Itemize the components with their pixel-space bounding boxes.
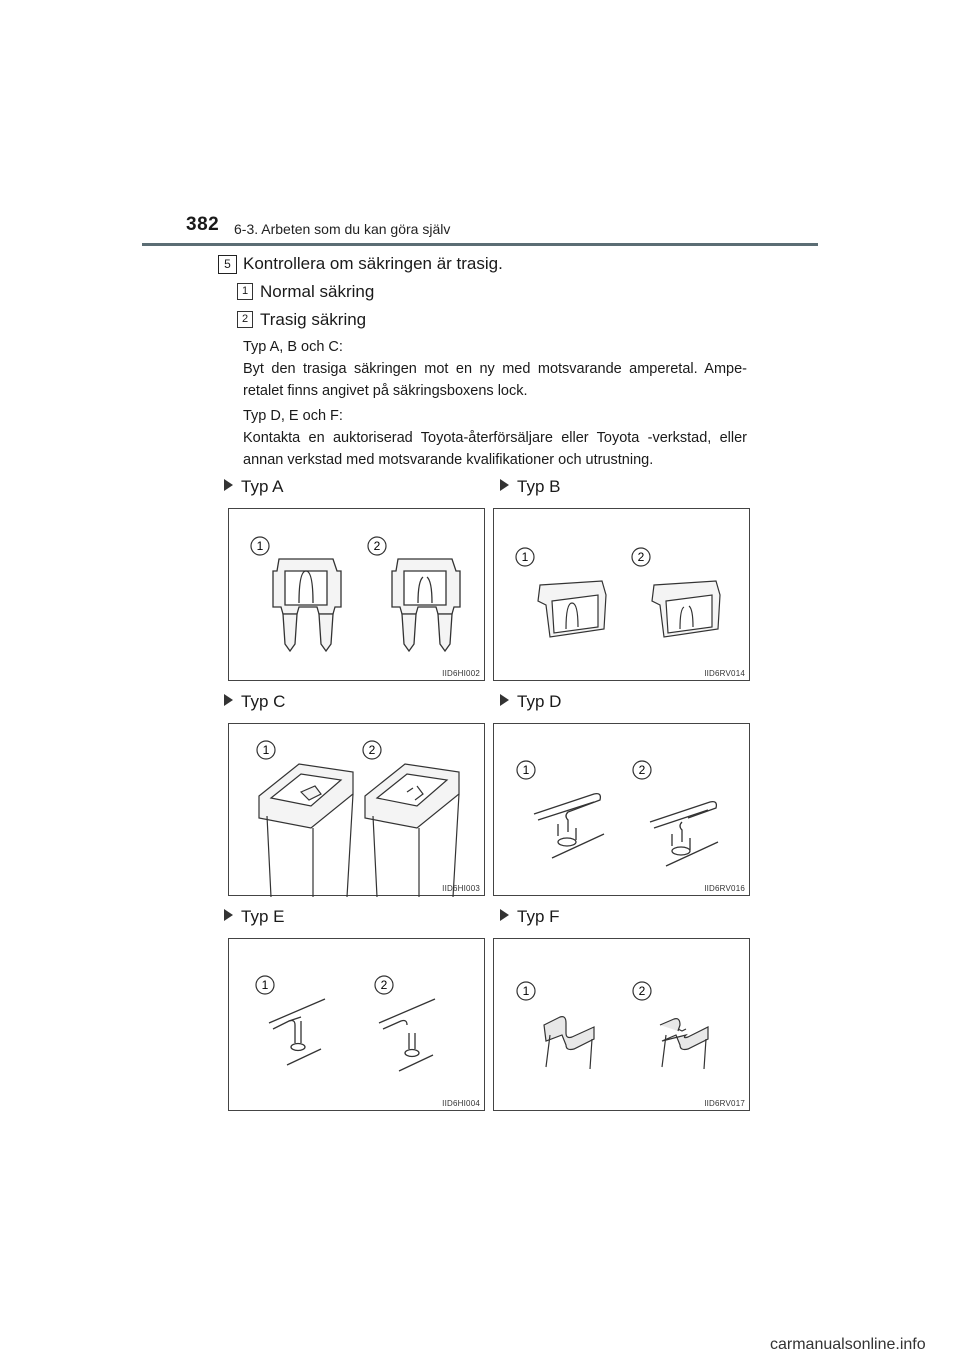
svg-text:2: 2 <box>638 763 646 777</box>
triangle-arrow-icon <box>224 909 233 921</box>
svg-text:2: 2 <box>368 743 376 757</box>
item-label-blown: Trasig säkring <box>260 310 367 329</box>
figure-code-typ-d: IID6RV016 <box>704 884 745 893</box>
section-title: 6-3. Arbeten som du kan göra själv <box>234 221 451 237</box>
figure-typ-b <box>493 508 750 681</box>
figure-typ-c <box>228 723 485 896</box>
figure-code-typ-a: IID6HI002 <box>442 669 480 678</box>
paragraph-abc-text: Byt den trasiga säkringen mot en ny med motsvarande amperetal. Ampe-retalet finns angivet på säkringsboxens lock. <box>243 361 747 399</box>
triangle-arrow-icon <box>224 694 233 706</box>
figure-typ-d <box>493 723 750 896</box>
fuse-typ-c-illustration <box>229 724 486 897</box>
figure-label-typ-b: Typ B <box>500 477 560 497</box>
fuse-typ-b-illustration <box>494 509 751 682</box>
svg-text:2: 2 <box>638 984 646 998</box>
paragraph-abc-heading: Typ A, B och C: <box>243 339 343 355</box>
figure-code-typ-b: IID6RV014 <box>704 669 745 678</box>
watermark-footer: carmanualsonline.info <box>770 1336 926 1353</box>
triangle-arrow-icon <box>500 909 509 921</box>
fuse-typ-f-illustration <box>494 939 751 1112</box>
item-number-normal: 1 <box>237 283 253 300</box>
figure-label-typ-f: Typ F <box>500 907 560 927</box>
figure-typ-a <box>228 508 485 681</box>
svg-text:2: 2 <box>637 550 645 564</box>
svg-text:1: 1 <box>522 763 530 777</box>
fuse-typ-d-illustration <box>494 724 751 897</box>
figure-typ-e <box>228 938 485 1111</box>
svg-text:1: 1 <box>261 978 269 992</box>
item-number-blown: 2 <box>237 311 253 328</box>
triangle-arrow-icon <box>500 479 509 491</box>
fuse-typ-e-illustration <box>229 939 486 1112</box>
paragraph-def-text: Kontakta en auktoriserad Toyota-återförsäljare eller Toyota -verkstad, eller annan verkstad med motsvarande kvalifikationer och utrustning. <box>243 430 747 468</box>
page-number: 382 <box>186 214 220 235</box>
triangle-arrow-icon <box>500 694 509 706</box>
svg-text:1: 1 <box>522 984 530 998</box>
figure-label-typ-a: Typ A <box>224 477 284 497</box>
figure-label-typ-e: Typ E <box>224 907 284 927</box>
paragraph-def-heading: Typ D, E och F: <box>243 408 343 424</box>
svg-text:1: 1 <box>262 743 270 757</box>
figure-typ-f <box>493 938 750 1111</box>
svg-text:1: 1 <box>521 550 529 564</box>
figure-label-typ-c: Typ C <box>224 692 285 712</box>
figure-label-typ-d: Typ D <box>500 692 561 712</box>
svg-text:2: 2 <box>373 539 381 553</box>
header-rule <box>142 243 818 246</box>
figure-code-typ-e: IID6HI004 <box>442 1099 480 1108</box>
figure-code-typ-f: IID6RV017 <box>704 1099 745 1108</box>
step-text: Kontrollera om säkringen är trasig. <box>243 254 503 273</box>
svg-text:2: 2 <box>380 978 388 992</box>
item-label-normal: Normal säkring <box>260 282 375 301</box>
triangle-arrow-icon <box>224 479 233 491</box>
svg-text:1: 1 <box>256 539 264 553</box>
figure-code-typ-c: IID6HI003 <box>442 884 480 893</box>
fuse-typ-a-illustration <box>229 509 486 682</box>
step-number-box: 5 <box>218 255 237 274</box>
